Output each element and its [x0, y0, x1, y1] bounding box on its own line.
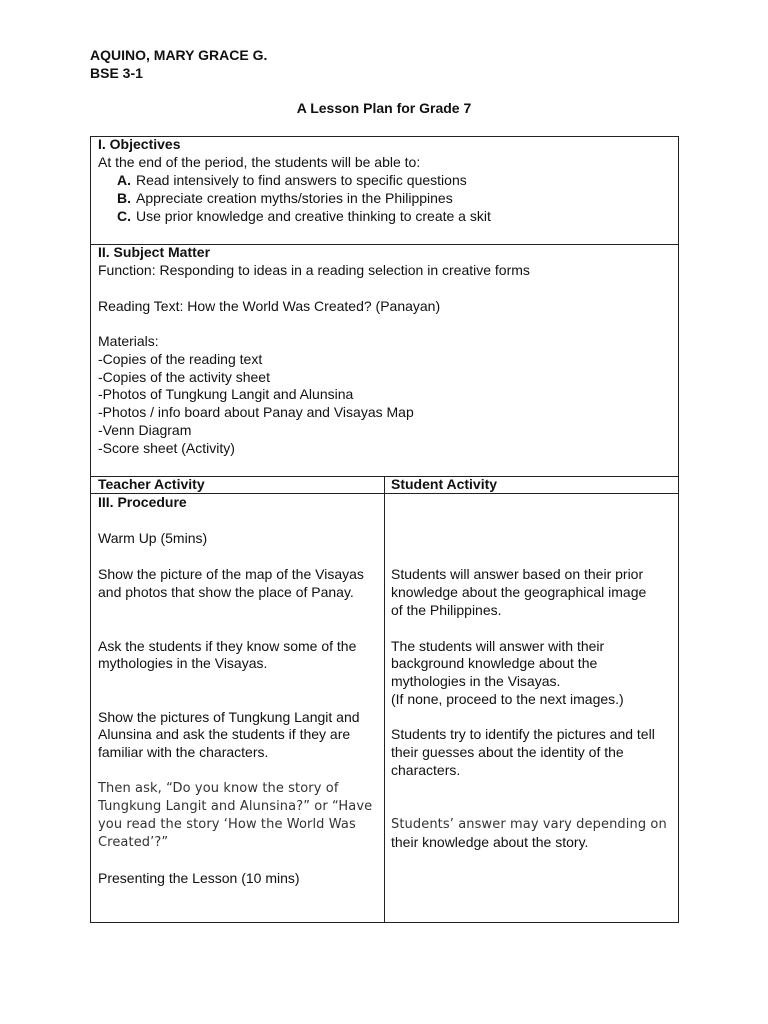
teacher-activity-line: Ask the students if they know some of the [98, 638, 357, 654]
author-name: AQUINO, MARY GRACE G. [90, 47, 268, 63]
student-activity-line: characters. [391, 762, 461, 778]
student-activity-line: Students try to identify the pictures and tell [391, 726, 655, 742]
student-activity-line: knowledge about the geographical image [391, 584, 647, 600]
materials-label: Materials: [98, 333, 159, 349]
student-activity-line: (If none, proceed to the next images.) [391, 691, 624, 707]
objective-item: Use prior knowledge and creative thinking to create a skit [136, 208, 491, 224]
teacher-activity-line: Then ask, “Do you know the story of [98, 781, 339, 796]
teacher-activity-line: Created’?” [98, 835, 169, 850]
document-title: A Lesson Plan for Grade 7 [296, 100, 472, 116]
teacher-activity-line: Show the picture of the map of the Visayas [98, 566, 364, 582]
teacher-activity-line: Show the pictures of Tungkung Langit and [98, 709, 360, 725]
student-activity-line: mythologies in the Visayas. [391, 673, 561, 689]
teacher-activity-column [90, 493, 385, 923]
teacher-activity-line: and photos that show the place of Panay. [98, 584, 354, 600]
warm-up-label: Warm Up (5mins) [98, 530, 208, 546]
objective-item: Read intensively to find answers to specific questions [136, 172, 467, 188]
material-item: -Copies of the reading text [98, 351, 263, 367]
teacher-activity-line: Alunsina and ask the students if they are [98, 726, 351, 742]
teacher-activity-line: mythologies in the Visayas. [98, 655, 268, 671]
material-item: -Copies of the activity sheet [98, 369, 270, 385]
presenting-lesson-label: Presenting the Lesson (10 mins) [98, 870, 300, 886]
material-item: -Photos of Tungkung Langit and Alunsina [98, 386, 354, 402]
student-activity-line: Students’ answer may vary depending on [391, 817, 667, 832]
reading-text: Reading Text: How the World Was Created? (Panayan) [98, 298, 441, 314]
student-activity-line: background knowledge about the [391, 655, 598, 671]
student-activity-line: their guesses about the identity of the [391, 744, 624, 760]
material-item: -Score sheet (Activity) [98, 440, 235, 456]
student-header-label: Student Activity [391, 476, 498, 492]
material-item: -Venn Diagram [98, 422, 192, 438]
subject-function: Function: Responding to ideas in a reading selection in creative forms [98, 262, 530, 278]
subject-matter-section [90, 244, 679, 477]
objectives-section [90, 136, 679, 245]
student-activity-line: Students will answer based on their prior [391, 566, 644, 582]
section-label: BSE 3-1 [90, 65, 143, 81]
student-activity-line: The students will answer with their [391, 638, 605, 654]
teacher-header-label: Teacher Activity [98, 476, 205, 492]
objective-letter: B. [117, 190, 131, 206]
procedure-heading: III. Procedure [98, 494, 187, 510]
student-activity-header [384, 476, 679, 494]
material-item: -Photos / info board about Panay and Visayas Map [98, 404, 414, 420]
objectives-heading: I. Objectives [98, 136, 181, 152]
objectives-intro: At the end of the period, the students will be able to: [98, 154, 421, 170]
student-activity-line: of the Philippines. [391, 602, 502, 618]
student-activity-column [384, 493, 679, 923]
subject-matter-heading: II. Subject Matter [98, 244, 211, 260]
teacher-activity-line: familiar with the characters. [98, 744, 269, 760]
objective-letter: C. [117, 208, 131, 224]
objective-letter: A. [117, 172, 131, 188]
teacher-activity-line: Tungkung Langit and Alunsina?” or “Have [98, 799, 373, 814]
student-activity-line: their knowledge about the story. [391, 834, 589, 850]
objective-item: Appreciate creation myths/stories in the Philippines [136, 190, 453, 206]
teacher-activity-header [90, 476, 385, 494]
teacher-activity-line: you read the story ‘How the World Was [98, 817, 356, 832]
